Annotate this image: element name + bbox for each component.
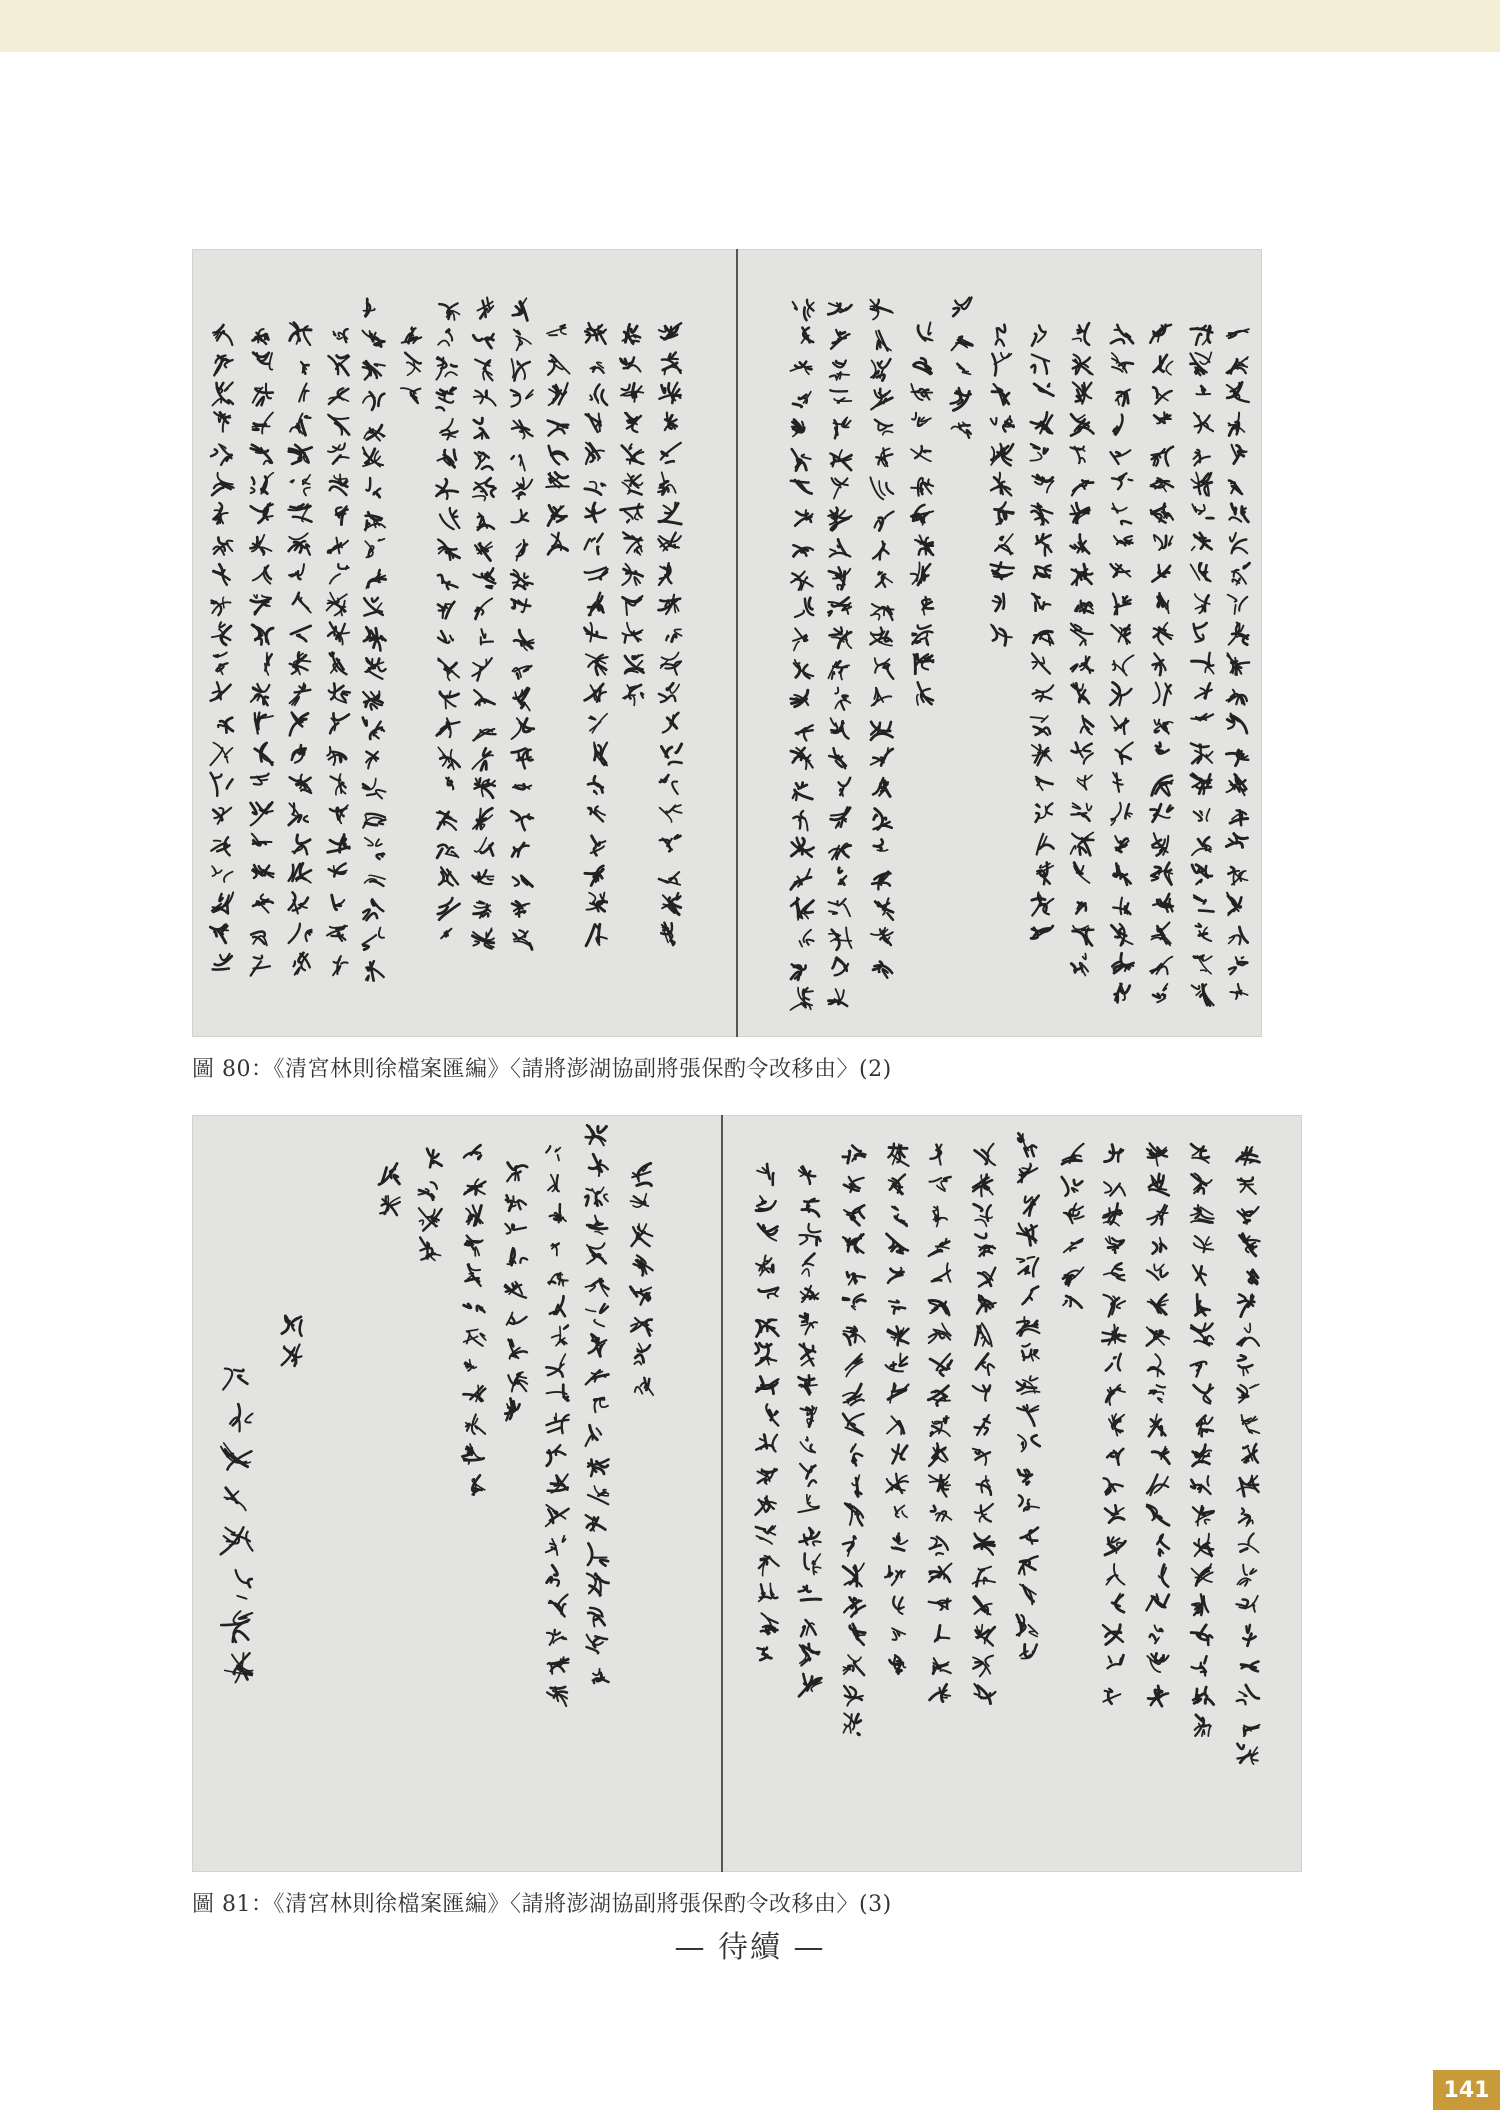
manuscript-scan-figure-80 [192, 249, 1262, 1037]
figure-81-caption: 圖 81：《清宮林則徐檔案匯編》〈請將澎湖協副將張保酌令改移由〉(3) [192, 1892, 892, 1917]
to-be-continued-note: — 待續 — [674, 1930, 826, 1965]
figure-80-caption: 圖 80：《清宮林則徐檔案匯編》〈請將澎湖協副將張保酌令改移由〉(2) [192, 1057, 892, 1082]
manuscript-columns-80 [192, 249, 1262, 1037]
manuscript-columns-81 [192, 1115, 1302, 1872]
top-decorative-band [0, 0, 1500, 52]
page-number: 141 [1433, 2070, 1500, 2110]
manuscript-scan-figure-81 [192, 1115, 1302, 1872]
